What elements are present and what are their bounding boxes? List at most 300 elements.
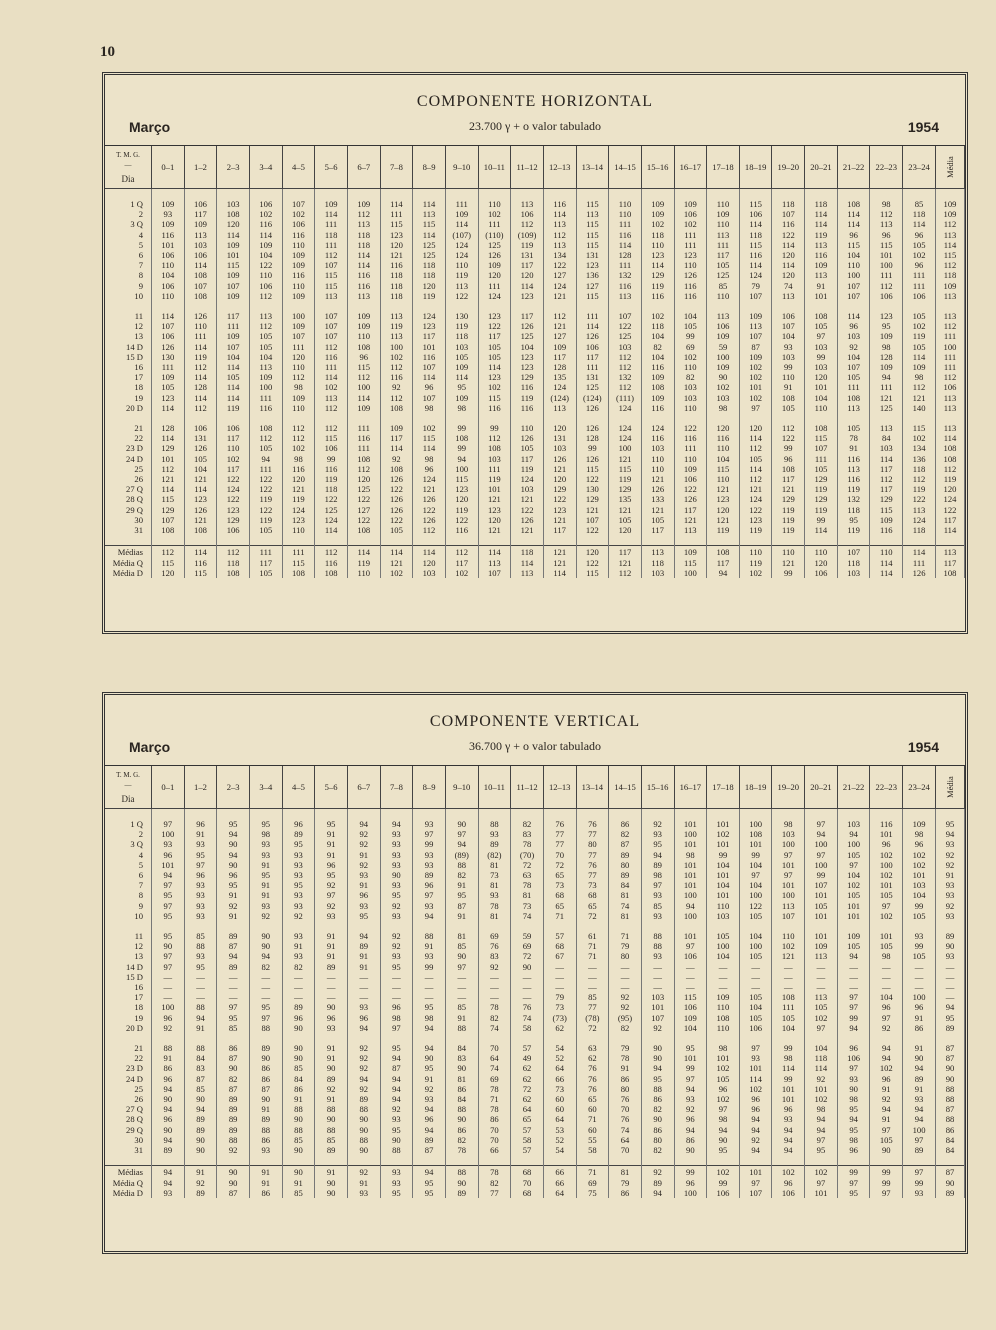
- value-cell: 116: [347, 270, 380, 280]
- hour-column-header: 17–18: [707, 766, 740, 809]
- value-cell: 119: [315, 474, 348, 484]
- value-cell: 89: [217, 962, 250, 972]
- value-cell: 108: [217, 209, 250, 219]
- day-cell: 16: [105, 362, 152, 372]
- value-cell: 120: [380, 240, 413, 250]
- value-cell: 65: [511, 1114, 544, 1124]
- value-cell: 110: [282, 525, 315, 535]
- value-cell: 65: [543, 870, 576, 880]
- table-row: [105, 1125, 965, 1135]
- value-cell: 113: [380, 331, 413, 341]
- value-cell: 94: [739, 1145, 772, 1155]
- value-cell: 127: [347, 505, 380, 515]
- value-cell: 78: [478, 1104, 511, 1114]
- value-cell: 86: [249, 1135, 282, 1145]
- value-cell: 90: [249, 1053, 282, 1063]
- value-cell: 94: [641, 850, 674, 860]
- value-cell: 96: [903, 230, 936, 240]
- summary-value-cell: 118: [511, 546, 544, 558]
- value-cell: 89: [217, 1104, 250, 1114]
- value-cell: 83: [445, 1053, 478, 1063]
- value-cell: 76: [576, 819, 609, 829]
- value-cell: 68: [543, 941, 576, 951]
- value-cell: —: [903, 962, 936, 972]
- value-cell: 117: [674, 505, 707, 515]
- value-cell: 94: [674, 901, 707, 911]
- value-cell: —: [707, 972, 740, 982]
- table-row: [105, 219, 965, 229]
- value-cell: 86: [903, 1023, 936, 1033]
- hour-column-header: 16–17: [674, 766, 707, 809]
- table-row: [105, 870, 965, 880]
- value-cell: 90: [347, 1114, 380, 1124]
- value-cell: 116: [282, 270, 315, 280]
- summary-value-cell: 114: [543, 568, 576, 578]
- value-cell: 91: [445, 911, 478, 921]
- value-cell: 125: [413, 250, 446, 260]
- value-cell: 91: [217, 911, 250, 921]
- value-cell: 105: [903, 911, 936, 921]
- value-cell: 114: [739, 1074, 772, 1084]
- value-cell: 111: [805, 454, 838, 464]
- value-cell: —: [674, 972, 707, 982]
- day-cell: 24 D: [105, 1074, 152, 1084]
- value-cell: 97: [837, 1063, 870, 1073]
- value-cell: 87: [184, 1074, 217, 1084]
- value-cell: 101: [674, 880, 707, 890]
- value-cell: 90: [413, 1053, 446, 1063]
- value-cell: 71: [543, 911, 576, 921]
- value-cell: —: [641, 982, 674, 992]
- value-cell: 113: [576, 209, 609, 219]
- value-cell: 93: [413, 850, 446, 860]
- value-cell: 123: [217, 505, 250, 515]
- value-cell: 95: [380, 1043, 413, 1053]
- value-cell: 107: [576, 515, 609, 525]
- value-cell: 94: [152, 1135, 185, 1145]
- value-cell: 111: [772, 1002, 805, 1012]
- value-cell: —: [315, 992, 348, 1002]
- value-cell: 67: [543, 951, 576, 961]
- summary-value-cell: 115: [674, 558, 707, 568]
- value-cell: 116: [870, 819, 903, 829]
- value-cell: 95: [380, 890, 413, 900]
- value-cell: 122: [511, 505, 544, 515]
- value-cell: 109: [347, 403, 380, 413]
- value-cell: 106: [674, 1002, 707, 1012]
- value-cell: 93: [282, 931, 315, 941]
- day-cell: 7: [105, 260, 152, 270]
- day-cell: 31: [105, 1145, 152, 1155]
- value-cell: 93: [936, 951, 965, 961]
- value-cell: 93: [249, 839, 282, 849]
- value-cell: 112: [609, 362, 642, 372]
- value-cell: 109: [805, 941, 838, 951]
- value-cell: 110: [674, 362, 707, 372]
- summary-value-cell: 105: [249, 568, 282, 578]
- value-cell: 104: [805, 393, 838, 403]
- value-cell: 94: [837, 1114, 870, 1124]
- value-cell: 92: [152, 1023, 185, 1033]
- value-cell: —: [478, 972, 511, 982]
- value-cell: 106: [772, 311, 805, 321]
- value-cell: —: [315, 982, 348, 992]
- value-cell: 85: [282, 1135, 315, 1145]
- value-cell: 103: [837, 819, 870, 829]
- day-cell: 31: [105, 525, 152, 535]
- value-cell: 110: [674, 260, 707, 270]
- value-cell: 104: [739, 931, 772, 941]
- value-cell: 116: [511, 382, 544, 392]
- value-cell: 92: [805, 1074, 838, 1084]
- value-cell: 113: [380, 311, 413, 321]
- value-cell: 94: [805, 1125, 838, 1135]
- table-row: [105, 1013, 965, 1023]
- value-cell: —: [609, 962, 642, 972]
- value-cell: 129: [870, 494, 903, 504]
- table-row: [105, 941, 965, 951]
- value-cell: 118: [315, 484, 348, 494]
- value-cell: 101: [707, 1053, 740, 1063]
- value-cell: —: [936, 982, 965, 992]
- value-cell: 129: [805, 494, 838, 504]
- value-cell: 106: [674, 474, 707, 484]
- summary-value-cell: 120: [805, 558, 838, 568]
- value-cell: 93: [380, 850, 413, 860]
- value-cell: 88: [445, 1023, 478, 1033]
- value-cell: 119: [936, 474, 965, 484]
- summary-value-cell: 103: [413, 568, 446, 578]
- value-cell: 113: [249, 362, 282, 372]
- value-cell: 76: [576, 860, 609, 870]
- value-cell: 88: [380, 1145, 413, 1155]
- value-cell: 82: [445, 1135, 478, 1145]
- value-cell: 93: [315, 911, 348, 921]
- value-cell: 87: [217, 1053, 250, 1063]
- summary-value-cell: 101: [805, 1188, 838, 1198]
- value-cell: 121: [609, 505, 642, 515]
- value-cell: 126: [576, 403, 609, 413]
- value-cell: 126: [478, 250, 511, 260]
- value-cell: 101: [152, 454, 185, 464]
- value-cell: 125: [870, 403, 903, 413]
- value-cell: 92: [413, 1084, 446, 1094]
- value-cell: 123: [478, 311, 511, 321]
- value-cell: 115: [903, 423, 936, 433]
- value-cell: 107: [837, 362, 870, 372]
- value-cell: 88: [445, 860, 478, 870]
- value-cell: —: [870, 982, 903, 992]
- summary-value-cell: 113: [478, 558, 511, 568]
- value-cell: 119: [805, 505, 838, 515]
- day-cell: 25: [105, 1084, 152, 1094]
- value-cell: 77: [576, 829, 609, 839]
- value-cell: 93: [249, 1145, 282, 1155]
- table-row: [105, 1104, 965, 1114]
- summary-value-cell: 93: [903, 1188, 936, 1198]
- value-cell: 120: [543, 474, 576, 484]
- value-cell: 104: [152, 270, 185, 280]
- value-cell: —: [543, 972, 576, 982]
- value-cell: 126: [641, 484, 674, 494]
- value-cell: 91: [936, 870, 965, 880]
- value-cell: 92: [347, 1053, 380, 1063]
- value-cell: 110: [772, 372, 805, 382]
- value-cell: 89: [903, 1145, 936, 1155]
- value-cell: 121: [772, 484, 805, 494]
- value-cell: 113: [805, 951, 838, 961]
- value-cell: 122: [217, 474, 250, 484]
- value-cell: 114: [184, 260, 217, 270]
- summary-value-cell: 112: [609, 568, 642, 578]
- value-cell: 105: [772, 1013, 805, 1023]
- value-cell: 88: [315, 1104, 348, 1114]
- summary-value-cell: 91: [347, 1178, 380, 1188]
- day-cell: 5: [105, 240, 152, 250]
- value-cell: 89: [609, 870, 642, 880]
- value-cell: 91: [249, 1104, 282, 1114]
- value-cell: 103: [184, 240, 217, 250]
- value-cell: 100: [380, 342, 413, 352]
- value-cell: —: [347, 992, 380, 1002]
- value-cell: 114: [936, 433, 965, 443]
- value-cell: (110): [478, 230, 511, 240]
- value-cell: 69: [478, 931, 511, 941]
- value-cell: 91: [347, 951, 380, 961]
- value-cell: 97: [870, 1125, 903, 1135]
- summary-value-cell: 121: [772, 558, 805, 568]
- value-cell: 99: [772, 362, 805, 372]
- value-cell: 90: [641, 1053, 674, 1063]
- value-cell: 110: [282, 403, 315, 413]
- summary-value-cell: 117: [249, 558, 282, 568]
- value-cell: —: [511, 972, 544, 982]
- value-cell: 113: [445, 281, 478, 291]
- value-cell: 55: [576, 1135, 609, 1145]
- value-cell: 107: [837, 291, 870, 301]
- value-cell: 120: [282, 474, 315, 484]
- value-cell: 101: [478, 484, 511, 494]
- value-cell: 86: [641, 1094, 674, 1104]
- value-cell: 105: [739, 992, 772, 1002]
- value-cell: 112: [739, 443, 772, 453]
- value-cell: 72: [511, 1084, 544, 1094]
- value-cell: 126: [184, 311, 217, 321]
- value-cell: —: [478, 982, 511, 992]
- summary-value-cell: 68: [511, 1166, 544, 1178]
- value-cell: 98: [903, 829, 936, 839]
- value-cell: 96: [413, 382, 446, 392]
- summary-value-cell: 120: [152, 568, 185, 578]
- value-cell: 94: [936, 829, 965, 839]
- value-cell: 112: [282, 423, 315, 433]
- value-cell: 111: [249, 393, 282, 403]
- value-cell: 113: [543, 403, 576, 413]
- value-cell: 109: [936, 199, 965, 209]
- value-cell: 115: [936, 250, 965, 260]
- value-cell: 114: [739, 433, 772, 443]
- value-cell: 102: [707, 1063, 740, 1073]
- summary-label-cell: Média Q: [105, 1178, 152, 1188]
- value-cell: 94: [805, 1114, 838, 1124]
- value-cell: 114: [184, 342, 217, 352]
- summary-value-cell: 99: [837, 1166, 870, 1178]
- value-cell: 126: [511, 433, 544, 443]
- value-cell: 121: [413, 484, 446, 494]
- value-cell: 92: [380, 382, 413, 392]
- value-cell: 108: [184, 291, 217, 301]
- value-cell: 94: [413, 911, 446, 921]
- value-cell: 121: [543, 464, 576, 474]
- table-row: [105, 291, 965, 301]
- value-cell: 109: [217, 270, 250, 280]
- value-cell: 85: [445, 941, 478, 951]
- value-cell: 100: [870, 260, 903, 270]
- value-cell: 95: [870, 321, 903, 331]
- table-row: [105, 1023, 965, 1033]
- value-cell: 115: [870, 505, 903, 515]
- value-cell: 111: [707, 240, 740, 250]
- value-cell: 95: [805, 1145, 838, 1155]
- value-cell: 114: [609, 240, 642, 250]
- day-cell: 8: [105, 270, 152, 280]
- value-cell: 114: [184, 484, 217, 494]
- value-cell: 123: [511, 352, 544, 362]
- value-cell: —: [674, 962, 707, 972]
- value-cell: 95: [249, 819, 282, 829]
- hour-column-header: 18–19: [739, 766, 772, 809]
- value-cell: 93: [380, 880, 413, 890]
- day-cell: 2: [105, 829, 152, 839]
- value-cell: 102: [805, 1013, 838, 1023]
- value-cell: 123: [478, 505, 511, 515]
- value-cell: 74: [478, 1023, 511, 1033]
- hour-column-header: 22–23: [870, 146, 903, 189]
- value-cell: 114: [772, 240, 805, 250]
- value-cell: 113: [347, 291, 380, 301]
- value-cell: 113: [870, 219, 903, 229]
- value-cell: 84: [936, 1135, 965, 1145]
- value-cell: —: [184, 992, 217, 1002]
- value-cell: 111: [609, 219, 642, 229]
- value-cell: 124: [511, 474, 544, 484]
- value-cell: 99: [772, 1043, 805, 1053]
- day-cell: 22: [105, 1053, 152, 1063]
- value-cell: 93: [380, 829, 413, 839]
- value-cell: 109: [380, 423, 413, 433]
- value-cell: 102: [249, 209, 282, 219]
- summary-value-cell: 90: [217, 1178, 250, 1188]
- summary-value-cell: 113: [511, 568, 544, 578]
- value-cell: 114: [772, 260, 805, 270]
- summary-value-cell: 110: [805, 546, 838, 558]
- value-cell: 111: [315, 240, 348, 250]
- hour-column-header: 0–1: [152, 766, 185, 809]
- table-header-band: [105, 695, 965, 766]
- value-cell: 90: [315, 1114, 348, 1124]
- table-row: [105, 880, 965, 890]
- value-cell: 89: [249, 1043, 282, 1053]
- value-cell: 115: [576, 230, 609, 240]
- dash-label: —: [124, 781, 132, 790]
- day-cell: 30: [105, 515, 152, 525]
- value-cell: 125: [609, 331, 642, 341]
- day-cell: 9: [105, 281, 152, 291]
- value-cell: 89: [641, 860, 674, 870]
- value-cell: 126: [152, 342, 185, 352]
- day-cell: 28 Q: [105, 1114, 152, 1124]
- value-cell: 102: [870, 1063, 903, 1073]
- day-cell: 19: [105, 393, 152, 403]
- value-cell: 117: [511, 311, 544, 321]
- hour-column-header: 11–12: [511, 766, 544, 809]
- value-cell: 82: [478, 1013, 511, 1023]
- value-cell: 92: [315, 1084, 348, 1094]
- value-cell: 126: [380, 474, 413, 484]
- value-cell: 93: [315, 1023, 348, 1033]
- value-cell: 134: [903, 443, 936, 453]
- value-cell: 97: [739, 403, 772, 413]
- value-cell: 70: [609, 1104, 642, 1114]
- value-cell: 121: [380, 250, 413, 260]
- value-cell: 119: [184, 352, 217, 362]
- value-cell: 122: [249, 260, 282, 270]
- value-cell: 108: [805, 423, 838, 433]
- value-cell: 121: [511, 494, 544, 504]
- value-cell: 111: [380, 209, 413, 219]
- value-cell: 123: [641, 250, 674, 260]
- hour-column-header: 10–11: [478, 766, 511, 809]
- value-cell: 92: [936, 860, 965, 870]
- value-cell: 92: [380, 941, 413, 951]
- value-cell: 122: [543, 260, 576, 270]
- value-cell: 102: [315, 382, 348, 392]
- value-cell: —: [282, 972, 315, 982]
- value-cell: 93: [936, 911, 965, 921]
- value-cell: 118: [903, 209, 936, 219]
- value-cell: 112: [184, 362, 217, 372]
- value-cell: 92: [936, 901, 965, 911]
- value-cell: 106: [739, 209, 772, 219]
- value-cell: 104: [739, 1002, 772, 1012]
- value-cell: 118: [641, 230, 674, 240]
- value-cell: 111: [837, 382, 870, 392]
- value-cell: 112: [315, 403, 348, 413]
- table-row: [105, 962, 965, 972]
- value-cell: 105: [511, 443, 544, 453]
- value-cell: 105: [837, 890, 870, 900]
- value-cell: 110: [707, 1023, 740, 1033]
- table-row: [105, 505, 965, 515]
- value-cell: 111: [217, 321, 250, 331]
- value-cell: 104: [674, 1023, 707, 1033]
- value-cell: 96: [903, 260, 936, 270]
- summary-value-cell: 119: [739, 558, 772, 568]
- value-cell: 100: [772, 890, 805, 900]
- value-cell: 76: [543, 819, 576, 829]
- value-cell: 124: [543, 382, 576, 392]
- value-cell: 89: [413, 1135, 446, 1145]
- hour-column-header: 5–6: [315, 766, 348, 809]
- value-cell: 124: [282, 505, 315, 515]
- value-cell: —: [152, 972, 185, 982]
- value-cell: 123: [674, 250, 707, 260]
- value-cell: 87: [936, 1053, 965, 1063]
- value-cell: 111: [936, 362, 965, 372]
- value-cell: 96: [870, 1002, 903, 1012]
- value-cell: 79: [543, 992, 576, 1002]
- value-cell: 113: [837, 403, 870, 413]
